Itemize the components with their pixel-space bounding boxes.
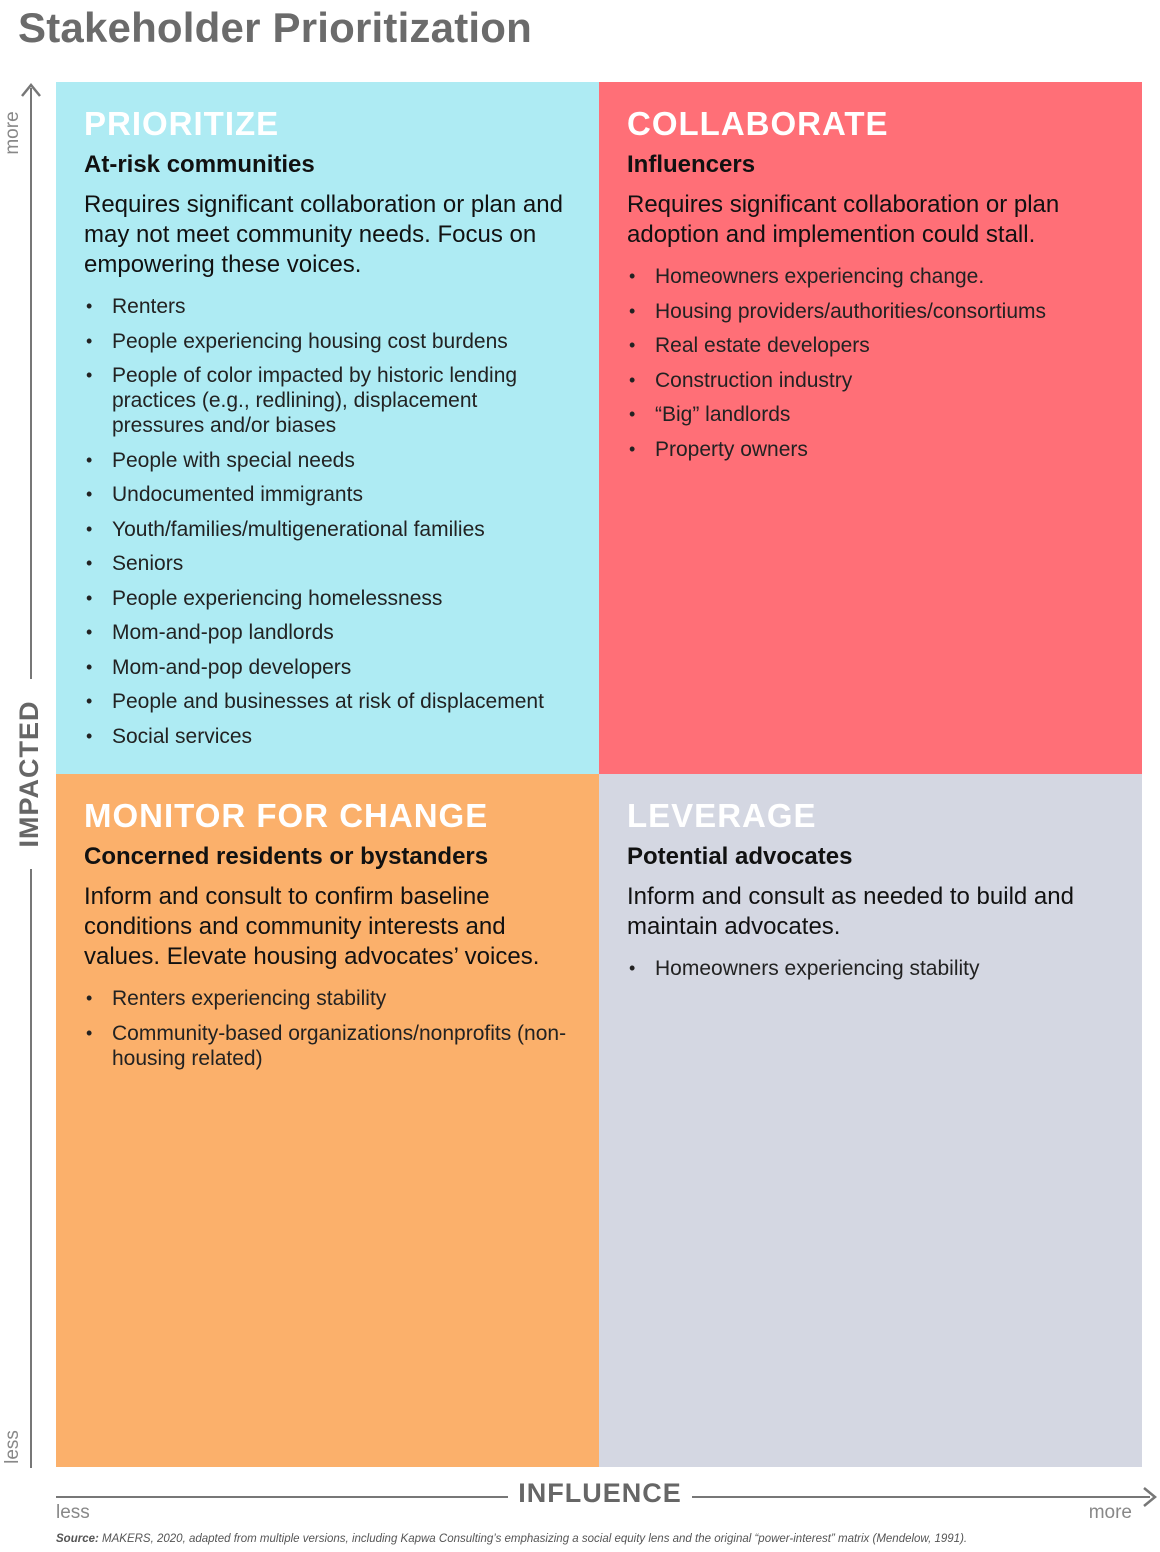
list-item	[84, 294, 573, 319]
bullet-icon: •	[86, 449, 93, 470]
x-axis-arrow-icon	[1142, 1486, 1158, 1508]
list-item	[627, 333, 1116, 358]
bullet-icon: •	[629, 300, 636, 321]
bullet-icon: •	[629, 404, 636, 424]
source-text: MAKERS, 2020, adapted from multiple versions, including Kapwa Consulting’s emphasizing a social equity lens and the original “power-interest” matrix (Mendelow, 1991).	[98, 1533, 968, 1545]
x-axis-less-label: less	[56, 1502, 90, 1523]
x-axis-more-label: more	[1088, 1502, 1132, 1523]
list-item-text: Homeowners experiencing change.	[655, 265, 985, 288]
list-item	[84, 689, 573, 714]
quadrant-subheading: At-risk communities	[84, 151, 315, 178]
page-title: Stakeholder Prioritization	[18, 4, 532, 51]
quadrant-description: Requires significant collaboration or plan adoption and implemention could stall.	[627, 191, 1060, 248]
source-note	[56, 1533, 967, 1545]
list-item-text: People and businesses at risk of displacement	[112, 690, 544, 713]
quadrant-subheading: Influencers	[627, 151, 756, 178]
list-item	[84, 363, 573, 438]
bullet-icon: •	[86, 553, 93, 573]
list-item-text: Undocumented immigrants	[112, 483, 363, 506]
bullet-icon: •	[86, 365, 93, 385]
list-item	[84, 586, 573, 611]
x-axis-title: INFLUENCE	[518, 1478, 682, 1508]
bullet-icon: •	[86, 656, 93, 677]
list-item	[627, 956, 1116, 981]
bullet-icon: •	[86, 988, 93, 1008]
list-item-text: “Big” landlords	[655, 403, 791, 426]
list-item-text: People experiencing homelessness	[112, 586, 443, 610]
list-item-text: Homeowners experiencing stability	[655, 957, 980, 980]
list-item	[84, 551, 573, 576]
list-item-text: Housing providers/authorities/consortiums	[655, 299, 1047, 323]
bullet-icon: •	[86, 484, 93, 504]
quadrant-heading: LEVERAGE	[627, 797, 817, 834]
list-item	[84, 724, 573, 749]
list-item	[84, 986, 573, 1011]
list-item	[627, 368, 1116, 393]
bullet-icon: •	[629, 438, 636, 459]
x-axis-line	[692, 1496, 1150, 1498]
x-axis-line	[56, 1496, 508, 1498]
list-item-text: Youth/families/multigenerational families	[112, 517, 485, 541]
list-item	[84, 655, 573, 680]
quadrant-description: Inform and consult to confirm baseline conditions and community interests and values. Elevate housing advocates’ voices.	[84, 883, 540, 970]
list-item	[627, 299, 1116, 324]
quadrant-heading: COLLABORATE	[627, 105, 889, 142]
stakeholder-list	[84, 294, 573, 749]
bullet-icon: •	[86, 330, 93, 351]
bullet-icon: •	[629, 958, 636, 978]
list-item	[84, 482, 573, 507]
bullet-icon: •	[86, 725, 93, 746]
list-item-text: Mom-and-pop developers	[112, 655, 352, 679]
bullet-icon: •	[629, 335, 636, 355]
stakeholder-list	[84, 986, 573, 1071]
list-item-text: Social services	[112, 724, 253, 748]
y-axis-arrow-icon	[20, 82, 42, 98]
list-item-text: Renters experiencing stability	[112, 987, 387, 1010]
list-item-text: Real estate developers	[655, 334, 870, 357]
list-item-text: Property owners	[655, 437, 808, 461]
bullet-icon: •	[629, 266, 636, 286]
list-item	[627, 437, 1116, 462]
y-axis-less-label: less	[2, 1430, 23, 1464]
list-item	[627, 264, 1116, 289]
quadrant-description: Inform and consult as needed to build and maintain advocates.	[627, 883, 1074, 940]
list-item	[84, 1021, 573, 1071]
list-item-text: Seniors	[112, 552, 184, 575]
quadrant-monitor-for-change	[56, 774, 599, 1467]
source-label: Source:	[56, 1533, 99, 1545]
list-item-text: People of color impacted by historic lending practices (e.g., redlining), displacement pressures and/or biases	[112, 364, 518, 437]
quadrant-heading: MONITOR FOR CHANGE	[84, 797, 489, 834]
list-item	[627, 402, 1116, 427]
bullet-icon: •	[86, 1022, 93, 1043]
list-item	[84, 517, 573, 542]
y-axis-more-label: more	[2, 111, 23, 155]
list-item	[84, 329, 573, 354]
quadrant-collaborate	[599, 82, 1142, 774]
list-item-text: Renters	[112, 295, 186, 318]
list-item-text: Mom-and-pop landlords	[112, 621, 334, 644]
quadrant-description: Requires significant collaboration or plan and may not meet community needs. Focus on empowering these voices.	[84, 191, 563, 278]
bullet-icon: •	[86, 518, 93, 539]
quadrant-subheading: Potential advocates	[627, 843, 853, 870]
y-axis-title: IMPACTED	[13, 679, 45, 869]
quadrant-leverage	[599, 774, 1142, 1467]
bullet-icon: •	[629, 369, 636, 390]
list-item	[84, 620, 573, 645]
bullet-icon: •	[86, 691, 93, 711]
list-item	[84, 448, 573, 473]
list-item-text: People experiencing housing cost burdens	[112, 329, 508, 353]
quadrant-subheading: Concerned residents or bystanders	[84, 843, 489, 870]
list-item-text: Construction industry	[655, 368, 853, 392]
bullet-icon: •	[86, 587, 93, 608]
quadrant-prioritize	[56, 82, 599, 774]
quadrant-heading: PRIORITIZE	[84, 105, 280, 142]
stakeholder-list	[627, 956, 1116, 981]
bullet-icon: •	[86, 296, 93, 316]
list-item-text: Community-based organizations/nonprofits (non-housing related)	[112, 1021, 567, 1070]
list-item-text: People with special needs	[112, 448, 355, 472]
stakeholder-list	[627, 264, 1116, 462]
bullet-icon: •	[86, 622, 93, 642]
